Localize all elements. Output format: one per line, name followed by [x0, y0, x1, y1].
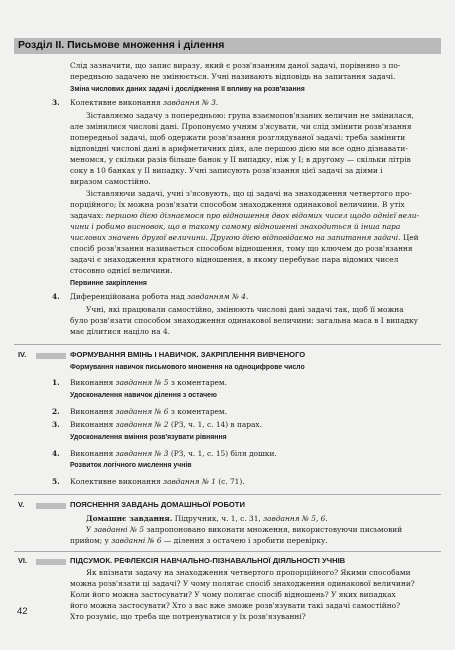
section-heading: ФОРМУВАННЯ ВМІНЬ І НАВИЧОК. ЗАКРІПЛЕННЯ ВИВЧЕНОГО — [70, 350, 306, 359]
paragraph-line: стосовно однієї величини. — [70, 266, 173, 275]
paragraph-line: задачі є знаходження кратного відношення, в якому перебуває пара відомих чисел — [70, 255, 399, 264]
paragraph-line: відповідні числові дані в арифметичних діях, але першою дією ми все одно дізнавати- — [70, 144, 408, 153]
section-header — [14, 38, 441, 54]
section-number: IV. — [18, 350, 27, 359]
paragraph-line: передньою задачею не змінюється. Учні називають відповідь на запитання задачі. — [70, 72, 396, 81]
item-number: 1. — [52, 378, 60, 387]
section-heading: ПІДСУМОК. РЕФЛЕКСІЯ НАВЧАЛЬНО-ПІЗНАВАЛЬНОЇ ДІЯЛЬНОСТІ УЧНІВ — [70, 556, 346, 565]
paragraph-line: але змінилися числові дані. Пропонуємо учням з'ясувати, чи слід змінити розв'язання — [70, 122, 412, 131]
paragraph-line: попередньої задачі, щоб одержати розв'язання розглядуваної задачі: треба замінити — [70, 133, 406, 142]
list-item: Виконання завдання № 3 (РЗ, ч. 1, с. 15) біля дошки. — [70, 449, 277, 458]
item-number: 3. — [52, 98, 60, 107]
paragraph-line: Коли його можна застосувати? У чому полягає спосіб відношень? У яких випадках — [70, 590, 396, 599]
paragraph-line: меномся, у скільки разів більше банок у ІІ випадку, ніж у І; в другому — скільки літрів — [70, 155, 411, 164]
item-number: 4. — [52, 292, 60, 301]
section-divider — [14, 494, 441, 495]
paragraph-line: соку в 10 банках у ІІ випадку. Учні записують розв'язання цієї задачі за діями і — [70, 166, 383, 175]
homework-line: прийом; у завданні № 6 — ділення з остачею і зробити перевірку. — [70, 536, 328, 545]
page-number: 42 — [17, 606, 28, 617]
list-item: Виконання завдання № 5 з коментарем. — [70, 378, 228, 387]
subheading: Формування навичок письмового множення на одноцифрове число — [70, 364, 305, 371]
list-item: Колективне виконання завдання № 3. — [70, 98, 219, 107]
item-number: 3. — [52, 420, 60, 429]
subheading: Розвиток логічного мислення учнів — [70, 462, 192, 469]
item-number: 5. — [52, 477, 60, 486]
paragraph-line: Хто розуміє, що треба ще потренуватися у їх розв'язуванні? — [70, 612, 306, 621]
section-title: Розділ ІІ. Письмове множення і ділення — [18, 39, 225, 51]
section-heading: ПОЯСНЕННЯ ЗАВДАНЬ ДОМАШНЬОЇ РОБОТИ — [70, 500, 245, 509]
subheading: Первинне закріплення — [70, 280, 147, 287]
paragraph-line: його можна застосувати? Хто з вас вже зможе розв'язувати такі задачі самостійно? — [70, 601, 401, 610]
section-divider — [14, 551, 441, 552]
paragraph-line: Як впізнати задачу на знаходження четвертого пропорційного? Якими способами — [86, 568, 411, 577]
paragraph-line: задачах: першою дією дізнаємося про відношення двох відомих чисел щодо однієї вели- — [70, 211, 419, 220]
section-number: VI. — [18, 556, 28, 565]
section-divider — [14, 344, 441, 345]
paragraph-line: числових значень другої величини. Другою дією відповідаємо на запитання задачі. Цей — [70, 233, 419, 242]
section-number: V. — [18, 500, 25, 509]
homework-line: У завданні № 5 запропоновано виконати множення, використовуючи письмовий — [86, 525, 403, 534]
list-item: Виконання завдання № 6 з коментарем. — [70, 407, 228, 416]
paragraph-line: спосіб розв'язання називається способом відношення, тому що ключем до розв'язання — [70, 244, 413, 253]
paragraph-line: Зіставляємо задачу з попередньою: група взаємопов'язаних величин не змінилася, — [86, 111, 414, 120]
paragraph-line: чини і робимо висновок, що в такому самому відношенні знаходиться й інша пара — [70, 222, 401, 231]
item-number: 2. — [52, 407, 60, 416]
subheading: Удосконалення вміння розв'язувати рівняння — [70, 434, 227, 441]
paragraph-line: було розв'язати способом знаходження одинакової величини: загальна маса в І випадку — [70, 316, 419, 325]
list-item: Колективне виконання завдання № 1 (с. 71). — [70, 477, 245, 486]
list-item: Виконання завдання № 2 (РЗ, ч. 1, с. 14) в парах. — [70, 420, 262, 429]
paragraph-line: можна розв'язати ці задачі? У чому полягає спосіб знаходження одинакової величини? — [70, 579, 415, 588]
paragraph-line: Учні, які працювали самостійно, змінюють числові дані задачі так, щоб її можна — [86, 305, 404, 314]
section-marker — [36, 353, 66, 359]
paragraph-line: Слід зазначити, що запис виразу, який є розв'язанням даної задачі, порівняно з по- — [70, 61, 401, 70]
paragraph-line: порційного; їх можна розв'язати способом знаходження одинакової величини. В утіх — [70, 200, 405, 209]
homework-line: Домашнє завдання. Підручник, ч. 1, с. 31, завдання № 5, 6. — [86, 514, 328, 523]
paragraph-line: має ділитися націло на 4. — [70, 327, 171, 336]
list-item: Диференційована робота над завданням № 4. — [70, 292, 249, 301]
section-marker — [36, 503, 66, 509]
paragraph-line: виразом самостійно. — [70, 177, 151, 186]
item-number: 4. — [52, 449, 60, 458]
paragraph-line: Зіставляючи задачі, учні з'ясовують, що ці задачі на знаходження четвертого про- — [86, 189, 412, 198]
section-marker — [36, 559, 66, 565]
subheading: Удосконалення навичок ділення з остачею — [70, 392, 217, 399]
subheading: Зміна числових даних задачі і дослідження її впливу на розв'язання — [70, 86, 305, 93]
